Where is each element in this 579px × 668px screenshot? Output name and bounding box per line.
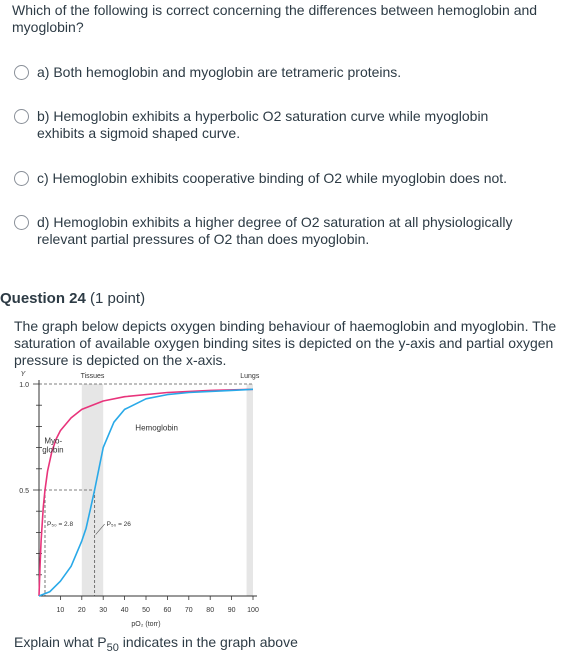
radio-c[interactable] xyxy=(14,171,29,186)
region-1 xyxy=(247,384,253,596)
option-a-label: a) Both hemoglobin and myoglobin are tetrameric proteins. xyxy=(37,64,402,80)
x-tick-label: 100 xyxy=(247,607,259,614)
question-header xyxy=(0,290,145,307)
region-label-1: Lungs xyxy=(240,373,260,380)
radio-b[interactable] xyxy=(14,109,29,124)
annotation-p50-myoglobin: P₅₀ = 2.8 xyxy=(46,521,74,529)
option-b-label: b) Hemoglobin exhibits a hyperbolic O2 saturation curve while myoglobin exhibits a sigmoid shaped curve. xyxy=(37,108,489,141)
explain-prefix: Explain what P xyxy=(14,634,107,650)
region-label-0: Tissues xyxy=(80,373,105,380)
x-tick-label: 50 xyxy=(142,607,150,614)
explain-prompt xyxy=(14,634,298,657)
option-d-label: d) Hemoglobin exhibits a higher degree of O2 saturation at all physiologically relevant partial pressures of O2 than does myoglobin. xyxy=(37,214,513,247)
question-points: (1 point) xyxy=(90,290,146,307)
question-body: The graph below depicts oxygen binding behaviour of haemoglobin and myoglobin. The saturation of available oxygen binding sites is depicted on the y-axis and partial oxygen pressure is depicted on the x-axis. xyxy=(14,318,557,368)
x-tick-label: 40 xyxy=(120,607,129,614)
radio-d[interactable] xyxy=(14,215,29,230)
y-tick-label: 0.5 xyxy=(19,488,29,495)
x-tick-label: 20 xyxy=(77,607,86,614)
x-tick-label: 60 xyxy=(163,607,172,614)
series-label-hemoglobin: Hemoglobin xyxy=(135,423,179,433)
x-axis-label: pO₂ (torr) xyxy=(131,621,161,628)
question-text: Which of the following is correct concerning the differences between hemoglobin and myoglobin? xyxy=(12,2,538,35)
annotation-p50-hemoglobin: P₅₀ = 26 xyxy=(106,521,131,529)
explain-suffix: indicates in the graph above xyxy=(118,634,298,650)
explain-subscript: 50 xyxy=(106,641,119,654)
option-c[interactable] xyxy=(14,170,554,187)
x-tick-label: 10 xyxy=(56,607,65,614)
question-title: Question 24 xyxy=(0,290,86,307)
oxygen-binding-chart xyxy=(0,368,290,632)
series-label-myoglobin: Myo-globin xyxy=(42,436,64,455)
x-tick-label: 30 xyxy=(99,607,108,614)
x-tick-label: 80 xyxy=(206,607,215,614)
option-d[interactable] xyxy=(14,214,554,248)
x-tick-label: 90 xyxy=(227,607,236,614)
x-tick-label: 70 xyxy=(184,607,193,614)
radio-a[interactable] xyxy=(14,65,29,80)
series-line-1 xyxy=(39,389,253,596)
y-tick-label: 1.0 xyxy=(19,382,29,389)
y-axis-label: Y xyxy=(20,371,26,378)
option-a[interactable] xyxy=(14,64,554,81)
option-b[interactable] xyxy=(14,108,554,142)
option-c-label: c) Hemoglobin exhibits cooperative binding of O2 while myoglobin does not. xyxy=(37,170,508,186)
